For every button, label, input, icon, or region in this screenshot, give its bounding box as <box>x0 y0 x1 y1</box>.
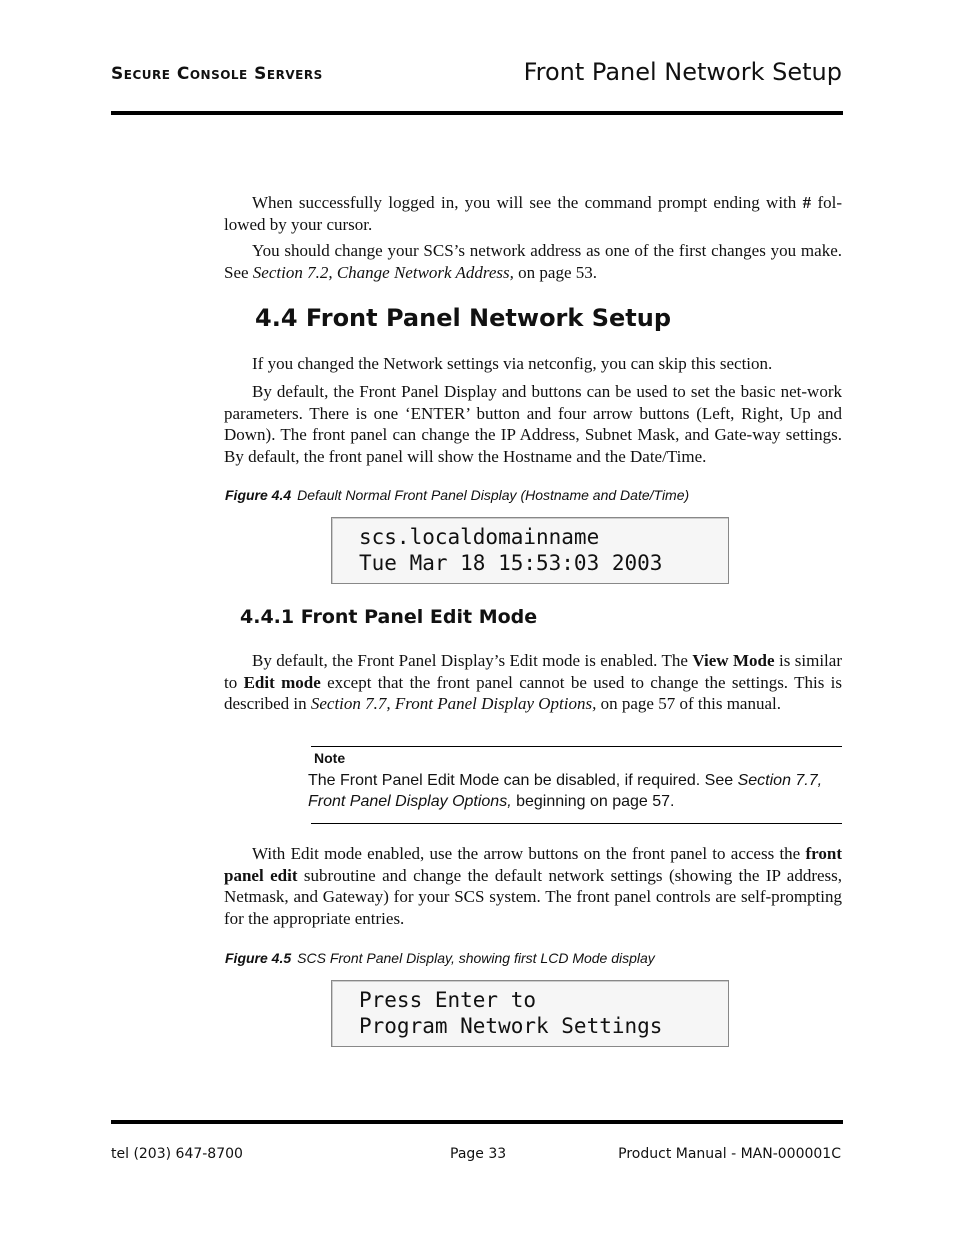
intro-p2-text: You should change your SCS’s network address as one of the first changes you make. See <box>224 241 842 282</box>
lcd-line-2: Program Network Settings <box>359 1014 663 1038</box>
intro-paragraph-2 <box>224 240 842 283</box>
section-reference-link[interactable]: Section 7.2, Change Network Address, <box>252 262 514 282</box>
section-heading: 4.4 Front Panel Network Setup <box>255 304 672 332</box>
lcd-line-2: Tue Mar 18 15:53:03 2003 <box>359 551 663 575</box>
note-text-b: beginning on page 57. <box>511 792 675 810</box>
subsection-paragraph <box>224 650 842 715</box>
view-mode-term: View Mode <box>692 651 775 670</box>
prompt-hash: # <box>802 193 812 212</box>
note-text-a: The Front Panel Edit Mode can be disabled, if required. See <box>308 772 738 789</box>
note-body <box>308 771 833 812</box>
footer-rule <box>111 1120 843 1124</box>
figure-label-2: Figure 4.5 <box>225 950 292 966</box>
note-title: Note <box>314 750 346 766</box>
intro-p1-text-end: fol-lowed by your cursor. <box>224 193 842 234</box>
sub-text-a: By default, the Front Panel Display’s Edit mode is enabled. The <box>252 651 693 670</box>
edit-mode-term: Edit mode <box>243 672 321 692</box>
sub-text-b: is similar to <box>224 651 842 692</box>
header-product-line: Secure Console Servers <box>111 64 323 84</box>
figure-caption-text-1: Default Normal Front Panel Display (Hostname and Date/Time) <box>297 487 690 503</box>
footer-phone: tel (203) 647-8700 <box>111 1146 243 1162</box>
footer-document-id: Product Manual - MAN-000001C <box>618 1146 841 1162</box>
lcd-line-1: Press Enter to <box>359 988 537 1012</box>
intro-p2-text-end: on page 53. <box>513 262 598 282</box>
footer-page-number: Page 33 <box>450 1146 507 1162</box>
edit-text-b: subroutine and change the default network settings (showing the IP address, Netmask, and Gateway) for your SCS system. The front panel controls are self-prompting for the appropriate entries. <box>224 865 843 928</box>
section-paragraph-2 <box>224 381 842 467</box>
intro-p1-text: When successfully logged in, you will see the command prompt ending with <box>252 193 803 212</box>
front-panel-edit-term: front panel edit <box>224 844 842 885</box>
sub-text-c: except that the front panel cannot be used to change the settings. This is described in <box>224 672 842 713</box>
header-rule <box>111 111 843 115</box>
header-section-title: Front Panel Network Setup <box>523 58 842 86</box>
section-p1-text: If you changed the Network settings via netconfig, you can skip this section. <box>252 354 773 373</box>
figure-caption-1 <box>225 487 689 503</box>
figure-label-1: Figure 4.4 <box>225 487 292 503</box>
figure-caption-text-2: SCS Front Panel Display, showing first LCD Mode display <box>297 950 655 966</box>
lcd-display-hostname <box>331 517 729 584</box>
edit-text-a: With Edit mode enabled, use the arrow buttons on the front panel to access the <box>252 844 806 863</box>
lcd-display-press-enter <box>331 980 729 1047</box>
sub-text-d: on page 57 of this manual. <box>596 694 781 713</box>
intro-paragraph-1 <box>224 192 842 235</box>
note-box <box>308 746 842 824</box>
section-p2-text: By default, the Front Panel Display and buttons can be used to set the basic net-work parameters. There is one ‘ENTER’ button and four arrow buttons (Left, Right, Up and Down). The front panel can change the IP Address, Subnet Mask, and Gate-way settings. By default, the front panel will show the Hostname and the Date/Time. <box>224 382 842 466</box>
subsection-heading: 4.4.1 Front Panel Edit Mode <box>240 606 538 628</box>
section-paragraph-1 <box>224 353 842 375</box>
edit-mode-paragraph <box>224 843 842 929</box>
lcd-line-1: scs.localdomainname <box>359 525 600 549</box>
section-reference-link[interactable]: Section 7.7, Front Panel Display Options, <box>308 772 823 810</box>
section-reference-link[interactable]: Section 7.7, Front Panel Display Options, <box>310 694 597 713</box>
figure-caption-2 <box>225 950 655 966</box>
